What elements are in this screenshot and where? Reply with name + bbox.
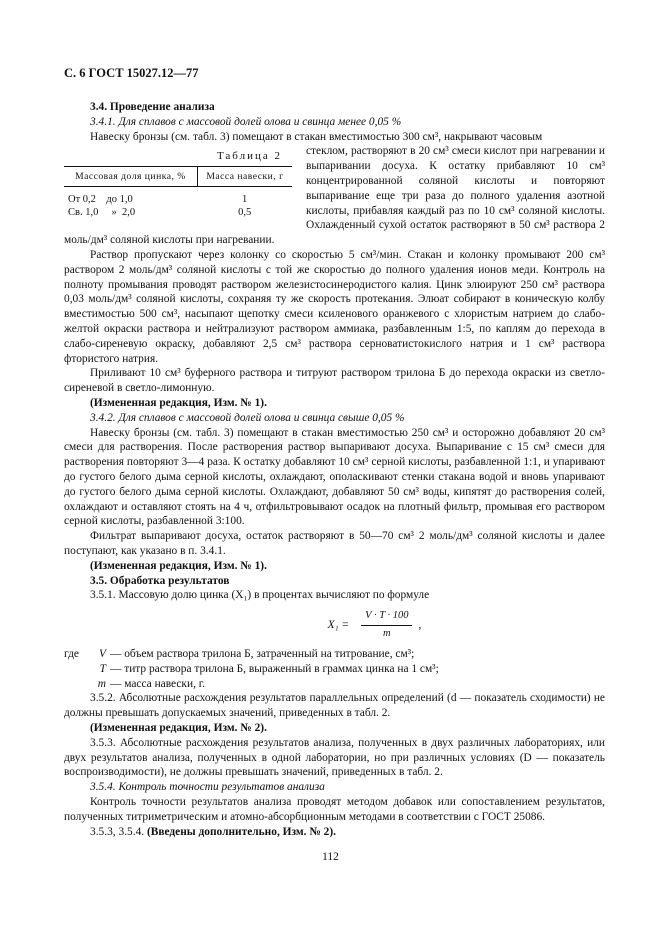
final-note [64,825,605,840]
legend-text: — объем раствора трилона Б, затраченный на титрование, см³; [110,648,415,661]
document-body [64,100,605,839]
legend-item [64,677,605,692]
formula [144,609,605,641]
page-header: С. 6 ГОСТ 15027.12—77 [64,66,199,80]
section-3-4-2-title: 3.4.2. Для сплавов с массовой долей олова и свинца свыше 0,05 % [90,411,405,424]
formula-denominator: m [383,627,391,639]
legend-symbol: V [99,648,106,661]
table-2-grid [64,166,292,219]
legend-prefix [64,677,86,692]
formula-legend [64,647,605,691]
section-3-4-2-paragraph-2: Фильтрат выпаривают досуха, остаток растворяют в 50—70 см³ 2 моль/дм³ соляной кислоты и далее поступают, как указано в п. 3.4.1. [64,530,605,557]
table-header-zinc: Массовая доля цинка, % [64,167,197,187]
table-cell-range: Св. 1,0 » 2,0 [68,207,136,219]
table-2 [64,150,292,219]
legend-prefix [64,662,86,677]
table-cell-range: От 0,2 до 1,0 [68,194,133,206]
legend-text: — титр раствора трилона Б, выраженный в граммах цинка на 1 см³; [110,662,439,675]
legend-text: — масса навески, г. [110,677,205,690]
section-3-4-title: 3.4. Проведение анализа [90,101,215,113]
final-note-prefix: 3.5.3, 3.5.4. [90,825,145,838]
amendment-note: (Измененная редакция, Изм. № 1). [90,396,267,409]
section-3-5-title: 3.5. Обработка результатов [90,574,230,587]
legend-prefix: где [64,648,79,661]
legend-symbol: T [99,662,106,675]
section-3-4-1-paragraph-2: Раствор пропускают через колонку со скоростью 5 см³/мин. Стакан и колонку промывают 200 см³ раствором 2 моль/дм³ соляной кислоты с той же скоростью до полного удаления ионов меди. Контроль на полноту промывания проводят раствором железистосинеродистого калия. Цинк элюируют 250 см³ раствора 0,03 моль/дм³ соляной кислоты, сохраняя ту же скорость протекания. Элюат собирают в коническую колбу вместимостью 500 см³, насыпают щепотку смеси ксиленового оранжевого с хлористым натрием до слабо-желтой окраски раствора и нейтрализуют раствором аммиака, разбавленным 1:5, по каплям до перехода в слабо-сиреневую окраску, добавляют 2,5 см³ раствора серноватистокислого натрия и 1 см³ раствора фтористого натрия. [64,248,605,365]
section-3-4-1-continued: стеклом, растворяют в 20 см³ смеси кислот при нагревании и выпаривании досуха. К остатку прибавляют 10 см³ концентрированной соляной кислоты и повторяют выпаривание еще три раза до полного удаления азотной кислоты, прибавляя каждый раз по 10 см³ соляной кислоты. Охлажденный сухой остаток растворяют в 50 см³ раствора 2 моль/дм³ соляной кислоты при нагревании. [64,145,605,247]
formula-lhs: X₁ = [327,618,350,631]
section-3-4-1-title: 3.4.1. Для сплавов с массовой долей олова и свинца менее 0,05 % [90,115,402,128]
legend-symbol: m [97,677,106,690]
amendment-note: (Измененная редакция, Изм. № 2). [90,722,267,735]
table-header-mass: Масса навески, г [197,167,292,187]
table-cell-mass: 0,5 [238,207,252,219]
table-caption: Таблица 2 [216,150,282,163]
section-3-4-1-paragraph-3: Приливают 10 см³ буферного раствора и титруют раствором трилона Б до перехода окраски из светло-сиреневой в светло-лимонную. [64,367,605,395]
section-3-5-3-text: 3.5.3. Абсолютные расхождения результатов анализа, полученных в двух различных лабораториях, или двух результатов анализа, полученных в одной лаборатории, но при различных условиях (D — показатель воспроизводимости), не должны превышать значений, приведенных в табл. 2. [64,736,605,779]
page-number: 112 [322,851,339,863]
formula-numerator: V · T · 100 [361,609,412,626]
section-3-5-1-text: 3.5.1. Массовую долю цинка (X₁) в процентах вычисляют по формуле [90,589,430,602]
section-3-4-1-lead: Навеску бронзы (см. табл. 3) помещают в стакан вместимостью 300 см³, накрывают часовым [90,130,543,143]
section-3-5-4-title: 3.5.4. Контроль точности результатов анализа [90,781,325,794]
amendment-note: (Измененная редакция, Изм. № 1). [90,559,267,572]
section-3-5-2-text: 3.5.2. Абсолютные расхождения результатов параллельных определений (d — показатель сходимости) не должны превышать допускаемых значений, приведенных в табл. 2. [64,692,605,720]
table-row [64,206,292,219]
table-row [64,187,292,207]
legend-item [64,647,605,662]
section-3-5-4-text: Контроль точности результатов анализа проводят методом добавок или сопоставлением результатов, полученных титриметрическим и атомно-абсорбционным методами в соответствии с ГОСТ 25086. [64,796,605,823]
final-note-bold: (Введены дополнительно, Изм. № 2). [146,825,336,838]
section-3-4-2-paragraph-1: Навеску бронзы (см. табл. 3) помещают в стакан вместимостью 250 см³ и осторожно добавляют 20 см³ смеси для растворения. После растворения раствор выпаривают досуха. Выпаривание с 15 см³ смеси для растворения повторяют 3—4 раза. К остатку добавляют 10 см³ серной кислоты, разбавленной 1:1, и упаривают до густого белого дыма серной кислоты, охлаждают, ополаскивают стенки стакана водой и вновь упаривают до густого белого дыма серной кислоты. Охлаждают, добавляют 50 см³ воды, кипятят до растворения солей, охлаждают и оставляют стоять на 4 ч, отфильтровывают осадок на плотный фильтр, промывая его раствором серной кислоты, разбавленной 3:100. [64,426,605,528]
formula-fraction [361,609,412,642]
table-cell-mass: 1 [242,194,248,206]
legend-item [64,662,605,677]
formula-tail: , [418,618,422,631]
table-header-row [64,167,292,187]
